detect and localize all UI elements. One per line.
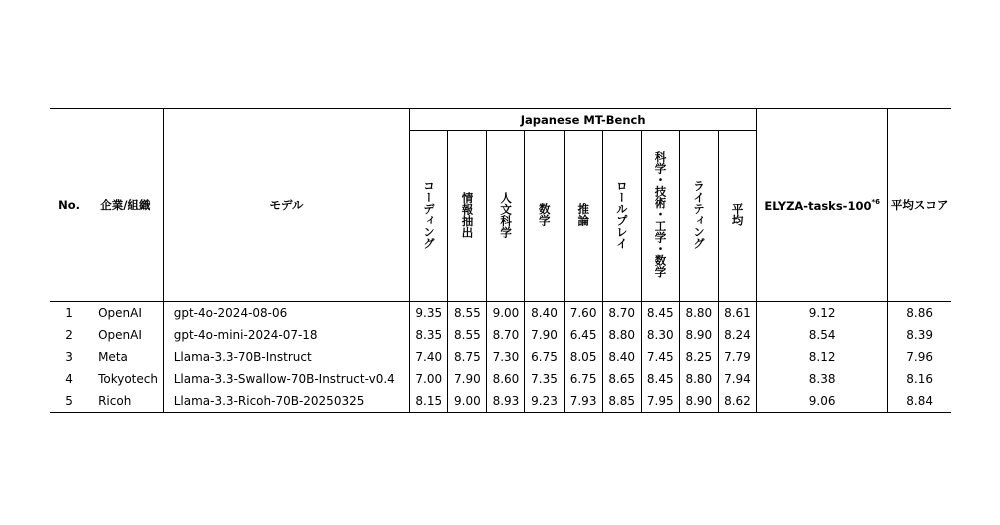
cell-score: 9.00	[448, 390, 487, 413]
header-coding-label: コーディング	[421, 180, 436, 249]
cell-no: 1	[65, 306, 73, 320]
cell-model: Llama-3.3-70B-Instruct	[163, 346, 410, 368]
cell-elyza: 9.12	[757, 302, 888, 325]
cell-score: 7.35	[525, 368, 564, 390]
cell-average-score: 7.96	[888, 346, 951, 368]
header-humanities-label: 人文科学	[499, 191, 514, 238]
cell-score: 7.00	[410, 368, 448, 390]
cell-model: gpt-4o-2024-08-06	[163, 302, 410, 325]
header-mt-average	[718, 131, 756, 302]
cell-score: 9.23	[525, 390, 564, 413]
cell-average-score: 8.84	[888, 390, 951, 413]
cell-score: 7.95	[641, 390, 679, 413]
cell-score: 8.70	[487, 324, 525, 346]
cell-average-score: 8.39	[888, 324, 951, 346]
cell-score: 8.70	[602, 302, 641, 325]
header-elyza-label: ELYZA-tasks-100	[764, 198, 872, 213]
cell-score: 8.65	[602, 368, 641, 390]
cell-score: 8.90	[679, 390, 718, 413]
header-reasoning-label: 推論	[576, 203, 591, 226]
cell-company: OpenAI	[98, 306, 142, 320]
cell-score: 8.45	[641, 302, 679, 325]
cell-score: 8.30	[641, 324, 679, 346]
header-math-label: 数学	[537, 203, 552, 226]
header-math	[525, 131, 564, 302]
cell-elyza: 9.06	[757, 390, 888, 413]
cell-no: 2	[65, 328, 73, 342]
header-stem	[641, 131, 679, 302]
cell-score: 8.55	[448, 324, 487, 346]
cell-score: 8.90	[679, 324, 718, 346]
benchmark-table	[50, 108, 951, 413]
cell-score: 8.15	[410, 390, 448, 413]
header-extraction-label: 情報抽出	[460, 191, 475, 238]
table-row	[50, 368, 951, 390]
cell-score: 7.90	[525, 324, 564, 346]
cell-score: 6.75	[525, 346, 564, 368]
cell-average-score: 8.86	[888, 302, 951, 325]
cell-score: 8.25	[679, 346, 718, 368]
cell-company: OpenAI	[98, 328, 142, 342]
header-mt-average-label: 平均	[730, 203, 745, 226]
cell-score: 8.45	[641, 368, 679, 390]
cell-elyza: 8.12	[757, 346, 888, 368]
cell-score: 8.55	[448, 302, 487, 325]
table-row	[50, 302, 951, 325]
cell-no: 4	[65, 372, 73, 386]
cell-score: 7.60	[564, 302, 602, 325]
table-row	[50, 346, 951, 368]
cell-mt-average: 7.79	[718, 346, 756, 368]
header-writing	[679, 131, 718, 302]
cell-mt-average: 8.61	[718, 302, 756, 325]
cell-score: 8.05	[564, 346, 602, 368]
cell-company: Tokyotech	[98, 372, 158, 386]
header-coding	[410, 131, 448, 302]
cell-average-score: 8.16	[888, 368, 951, 390]
header-stem-label: 科学・技術・工学・数学	[653, 151, 668, 278]
header-company: 企業/組織	[88, 109, 163, 302]
cell-elyza: 8.38	[757, 368, 888, 390]
cell-score: 7.90	[448, 368, 487, 390]
cell-score: 6.45	[564, 324, 602, 346]
cell-score: 8.93	[487, 390, 525, 413]
cell-elyza: 8.54	[757, 324, 888, 346]
header-no: No.	[50, 109, 88, 302]
cell-mt-average: 7.94	[718, 368, 756, 390]
cell-score: 8.80	[602, 324, 641, 346]
header-elyza-footnote: *6	[871, 197, 880, 206]
cell-no: 5	[65, 394, 73, 408]
header-roleplay	[602, 131, 641, 302]
cell-score: 8.40	[602, 346, 641, 368]
cell-score: 7.45	[641, 346, 679, 368]
cell-score: 7.30	[487, 346, 525, 368]
header-reasoning	[564, 131, 602, 302]
cell-score: 8.40	[525, 302, 564, 325]
header-elyza	[757, 109, 888, 302]
cell-company: Ricoh	[98, 394, 132, 408]
cell-score: 6.75	[564, 368, 602, 390]
cell-score: 8.85	[602, 390, 641, 413]
cell-model: Llama-3.3-Ricoh-70B-20250325	[163, 390, 410, 413]
cell-score: 7.40	[410, 346, 448, 368]
header-writing-label: ライティング	[692, 180, 707, 249]
cell-model: Llama-3.3-Swallow-70B-Instruct-v0.4	[163, 368, 410, 390]
cell-mt-average: 8.62	[718, 390, 756, 413]
table-row	[50, 324, 951, 346]
cell-score: 8.80	[679, 302, 718, 325]
cell-score: 8.75	[448, 346, 487, 368]
cell-score: 9.35	[410, 302, 448, 325]
header-average-score: 平均スコア	[888, 109, 951, 302]
table-row	[50, 390, 951, 413]
cell-score: 8.80	[679, 368, 718, 390]
cell-mt-average: 8.24	[718, 324, 756, 346]
header-humanities	[487, 131, 525, 302]
cell-no: 3	[65, 350, 73, 364]
cell-score: 9.00	[487, 302, 525, 325]
cell-score: 8.60	[487, 368, 525, 390]
header-mt-bench-group: Japanese MT-Bench	[410, 109, 757, 131]
header-model: モデル	[163, 109, 410, 302]
header-roleplay-label: ロールプレイ	[614, 180, 629, 249]
header-extraction	[448, 131, 487, 302]
cell-score: 8.35	[410, 324, 448, 346]
cell-model: gpt-4o-mini-2024-07-18	[163, 324, 410, 346]
cell-company: Meta	[98, 350, 128, 364]
cell-score: 7.93	[564, 390, 602, 413]
